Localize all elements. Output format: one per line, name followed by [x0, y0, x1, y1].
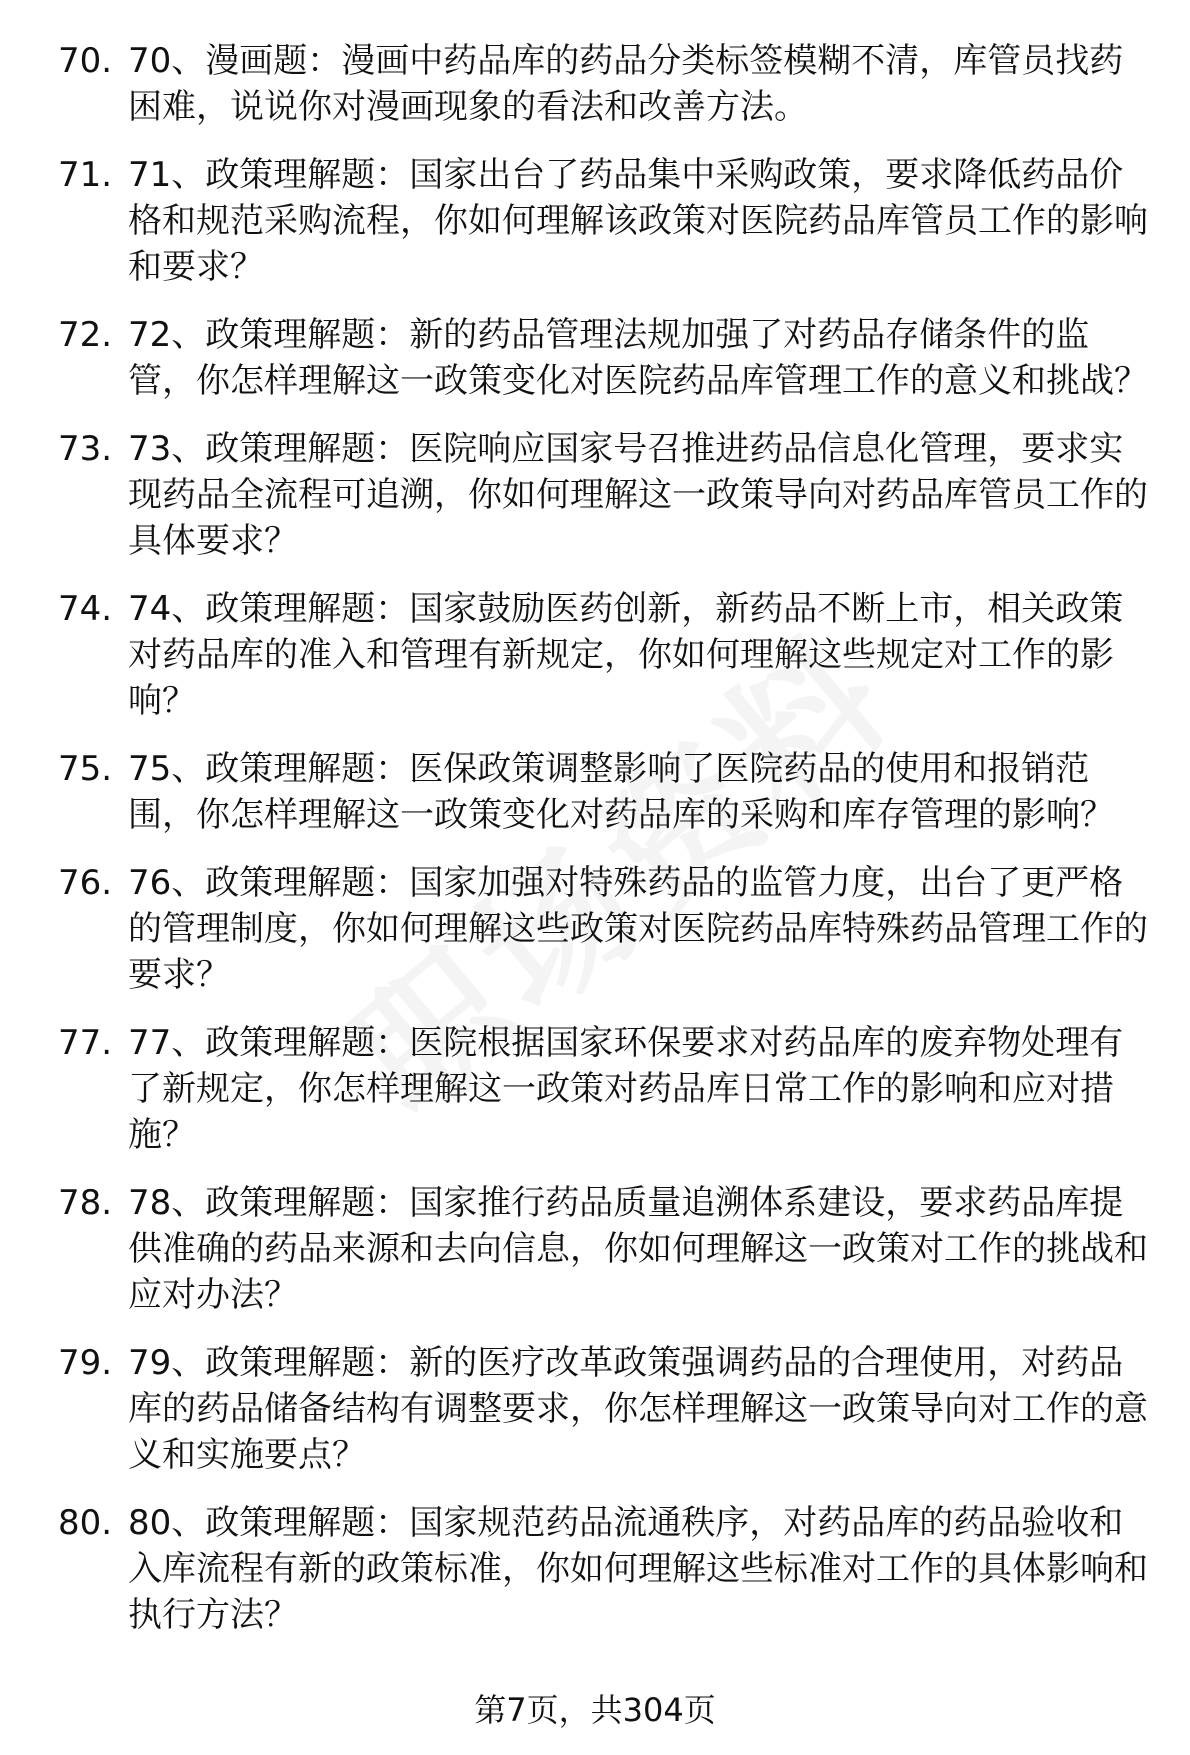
- question-text: 71、政策理解题：国家出台了药品集中采购政策，要求降低药品价格和规范采购流程，你如何理解该政策对医院药品库管员工作的影响和要求？: [128, 155, 1148, 287]
- question-item-74: [0, 586, 1148, 724]
- question-item-79: [0, 1340, 1148, 1478]
- question-text: 73、政策理解题：医院响应国家号召推进药品信息化管理，要求实现药品全流程可追溯，你如何理解这一政策导向对药品库管员工作的具体要求？: [128, 429, 1148, 561]
- question-text: 72、政策理解题：新的药品管理法规加强了对药品存储条件的监管，你怎样理解这一政策变化对医院药品库管理工作的意义和挑战？: [128, 315, 1148, 401]
- question-list: [0, 38, 1190, 1660]
- question-item-75: [0, 746, 1148, 838]
- question-text: 77、政策理解题：医院根据国家环保要求对药品库的废弃物处理有了新规定，你怎样理解这一政策对药品库日常工作的影响和应对措施？: [128, 1023, 1124, 1155]
- question-number: 79.: [58, 1343, 113, 1383]
- question-item-77: [0, 1020, 1148, 1158]
- question-text: 76、政策理解题：国家加强对特殊药品的监管力度，出台了更严格的管理制度，你如何理解这些政策对医院药品库特殊药品管理工作的要求？: [128, 863, 1148, 995]
- question-number: 77.: [58, 1023, 113, 1063]
- question-item-72: [0, 312, 1148, 404]
- question-number: 70.: [58, 41, 113, 81]
- question-text: 75、政策理解题：医保政策调整影响了医院药品的使用和报销范围，你怎样理解这一政策变化对药品库的采购和库存管理的影响？: [128, 749, 1114, 835]
- question-item-73: [0, 426, 1148, 564]
- question-item-70: [0, 38, 1148, 130]
- question-text: 78、政策理解题：国家推行药品质量追溯体系建设，要求药品库提供准确的药品来源和去向信息，你如何理解这一政策对工作的挑战和应对办法？: [128, 1183, 1148, 1315]
- question-number: 73.: [58, 429, 113, 469]
- question-number: 75.: [58, 749, 113, 789]
- page-footer: 第7页，共304页: [474, 1691, 716, 1729]
- question-item-76: [0, 860, 1148, 998]
- question-number: 80.: [58, 1503, 113, 1543]
- question-item-80: [0, 1500, 1148, 1638]
- question-number: 71.: [58, 155, 113, 195]
- question-text: 80、政策理解题：国家规范药品流通秩序，对药品库的药品验收和入库流程有新的政策标准，你如何理解这些标准对工作的具体影响和执行方法？: [128, 1503, 1148, 1635]
- question-number: 76.: [58, 863, 113, 903]
- question-text: 74、政策理解题：国家鼓励医药创新，新药品不断上市，相关政策对药品库的准入和管理有新规定，你如何理解这些规定对工作的影响？: [128, 589, 1124, 721]
- question-number: 74.: [58, 589, 113, 629]
- question-number: 72.: [58, 315, 113, 355]
- question-item-71: [0, 152, 1148, 290]
- question-text: 79、政策理解题：新的医疗改革政策强调药品的合理使用，对药品库的药品储备结构有调整要求，你怎样理解这一政策导向对工作的意义和实施要点？: [128, 1343, 1148, 1475]
- question-text: 70、漫画题：漫画中药品库的药品分类标签模糊不清，库管员找药困难，说说你对漫画现象的看法和改善方法。: [128, 41, 1124, 127]
- question-number: 78.: [58, 1183, 113, 1223]
- question-item-78: [0, 1180, 1148, 1318]
